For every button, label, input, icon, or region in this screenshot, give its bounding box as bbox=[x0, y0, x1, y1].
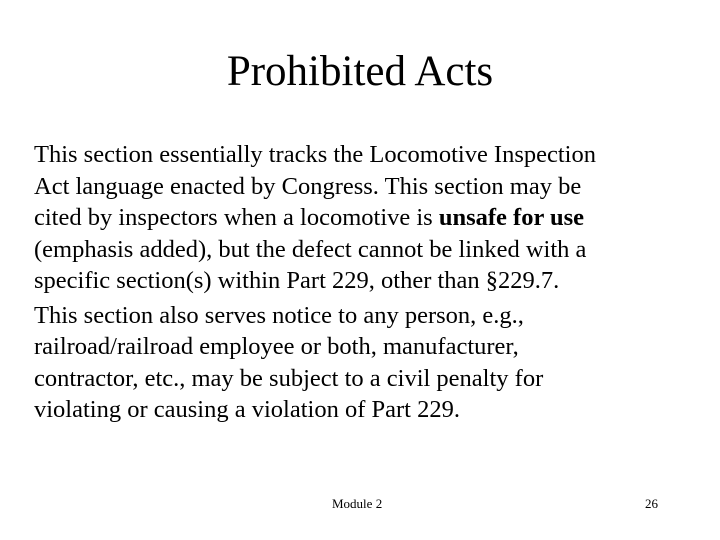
slide-body bbox=[34, 139, 706, 429]
footer-module-label: Module 2 bbox=[332, 496, 383, 511]
paragraph-text: cited by inspectors when a locomotive is bbox=[34, 204, 439, 231]
paragraph-line: contractor, etc., may be subject to a civil penalty for bbox=[34, 364, 544, 392]
footer-page-number: 26 bbox=[645, 496, 658, 511]
paragraph-line: railroad/railroad employee or both, manufacturer, bbox=[34, 333, 519, 360]
paragraph-civil-penalty-notice bbox=[34, 300, 706, 426]
paragraph-locomotive-inspection-act bbox=[34, 139, 706, 297]
paragraph-line: specific section(s) within Part 229, other than §229.7. bbox=[34, 267, 560, 294]
paragraph-line: This section essentially tracks the Locomotive Inspection bbox=[34, 141, 596, 168]
paragraph-line: Act language enacted by Congress. This section may be bbox=[34, 172, 582, 200]
paragraph-line: (emphasis added), but the defect cannot be linked with a bbox=[34, 235, 587, 263]
emphasis-unsafe-for-use: unsafe for use bbox=[438, 204, 585, 231]
slide-title: Prohibited Acts bbox=[226, 48, 494, 95]
paragraph-line bbox=[34, 202, 706, 234]
paragraph-line: This section also serves notice to any person, e.g., bbox=[34, 301, 524, 329]
paragraph-line: violating or causing a violation of Part 229. bbox=[34, 396, 460, 423]
